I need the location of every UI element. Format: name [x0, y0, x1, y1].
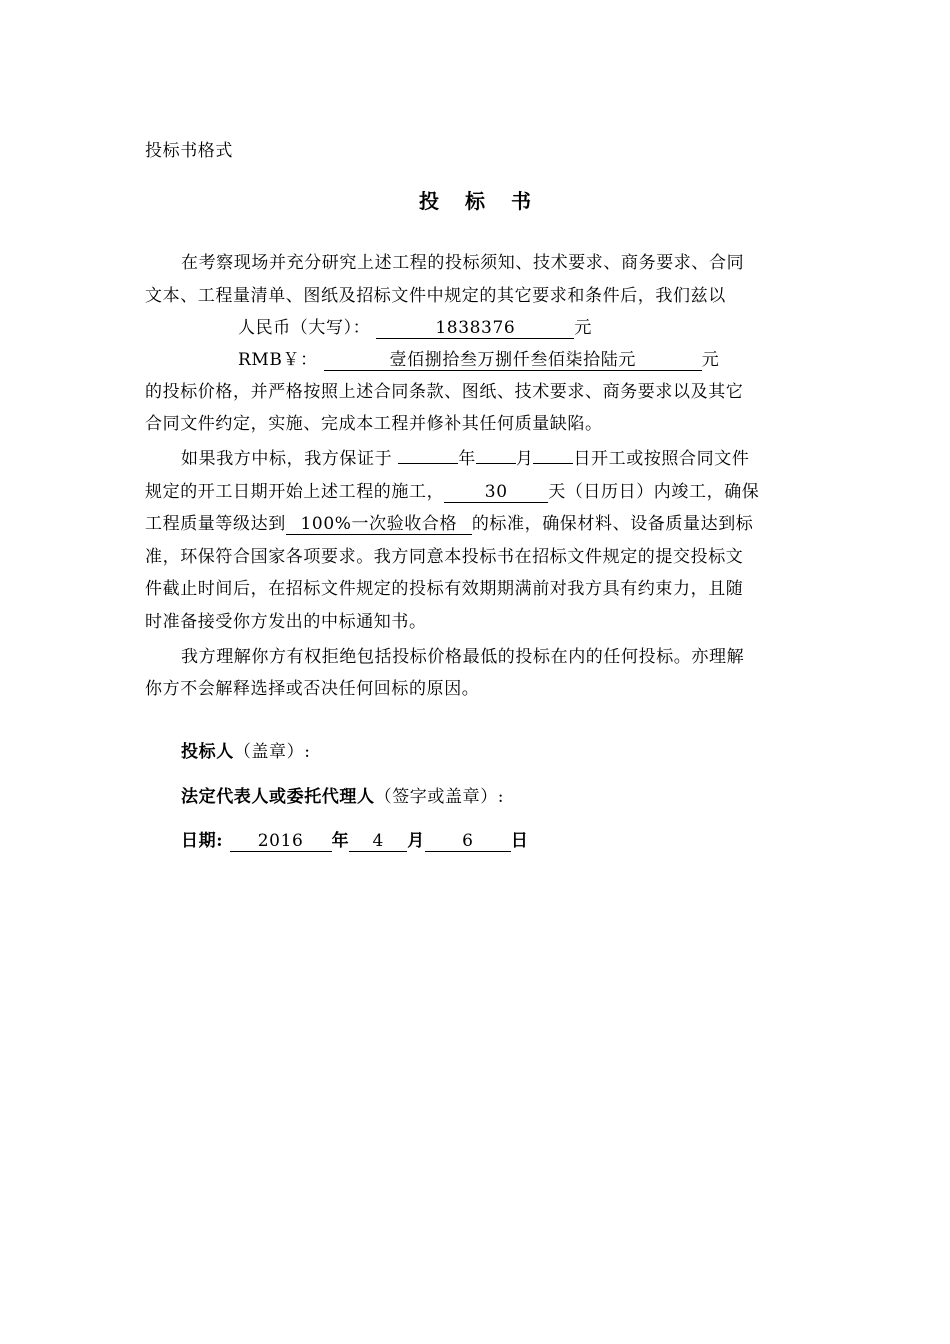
quality-level: 100%一次验收合格 — [286, 514, 472, 535]
paragraph-3-line-1 — [181, 448, 749, 470]
document-label: 投标书格式 — [145, 141, 233, 161]
date-label: 日期: — [181, 831, 224, 851]
start-month-blank — [476, 463, 516, 464]
paragraph-1-line-1: 在考察现场并充分研究上述工程的投标须知、技术要求、商务要求、合同 — [181, 253, 745, 273]
paragraph-3-line-5: 件截止时间后，在招标文件规定的投标有效期期满前对我方具有约束力，且随 — [145, 579, 744, 599]
bidder-seal-line — [181, 741, 311, 763]
date-year-char: 年 — [331, 831, 350, 851]
amount-upper-value: 1838376 — [376, 318, 574, 339]
month-char: 月 — [515, 449, 534, 469]
date-month-char: 月 — [407, 831, 425, 851]
date-day: 6 — [425, 831, 511, 852]
paragraph-3-line-6: 时准备接受你方发出的中标通知书。 — [145, 612, 427, 632]
amount-upper-label: 人民币（大写）： — [238, 318, 371, 338]
amount-rmb-unit: 元 — [701, 350, 720, 370]
paragraph-4-line-2: 你方不会解释选择或否决任何回标的原因。 — [145, 679, 480, 699]
date-year: 2016 — [230, 831, 332, 852]
start-year-blank — [398, 463, 458, 464]
amount-rmb-value: 壹佰捌拾叁万捌仟叁佰柒拾陆元 — [324, 350, 702, 371]
year-char: 年 — [458, 449, 476, 469]
date-day-char: 日 — [510, 831, 529, 851]
paragraph-3-line-4: 准，环保符合国家各项要求。我方同意本投标书在招标文件规定的提交投标文 — [145, 547, 744, 567]
amount-rmb-row — [238, 349, 719, 371]
amount-upper-unit: 元 — [574, 318, 592, 338]
title-char-3: 书 — [511, 189, 531, 213]
paragraph-1-line-2: 文本、工程量清单、图纸及招标文件中规定的其它要求和条件后，我们兹以 — [145, 286, 726, 306]
bidder-label-note: （盖章）: — [233, 742, 311, 762]
duration-prefix: 规定的开工日期开始上述工程的施工， — [145, 482, 445, 502]
representative-label-note: （签字或盖章）: — [374, 787, 505, 807]
quality-prefix: 工程质量等级达到 — [145, 514, 286, 534]
title-char-2: 标 — [465, 189, 485, 213]
duration-days: 30 — [444, 482, 548, 503]
duration-suffix: 天（日历日）内竣工，确保 — [548, 482, 760, 502]
amount-rmb-label: RMB￥： — [238, 350, 318, 370]
bidder-label: 投标人 — [181, 742, 234, 762]
paragraph-3-line-3 — [145, 513, 805, 535]
start-suffix: 日开工或按照合同文件 — [573, 449, 750, 469]
date-line — [181, 830, 528, 852]
paragraph-2-line-1: 的投标价格，并严格按照上述合同条款、图纸、技术要求、商务要求以及其它 — [145, 382, 744, 402]
date-month: 4 — [349, 831, 407, 852]
paragraph-4-line-1: 我方理解你方有权拒绝包括投标价格最低的投标在内的任何投标。亦理解 — [181, 647, 745, 667]
start-prefix: 如果我方中标，我方保证于 — [181, 449, 393, 469]
paragraph-2-line-2: 合同文件约定，实施、完成本工程并修补其任何质量缺陷。 — [145, 414, 603, 434]
title-char-1: 投 — [419, 189, 439, 213]
start-day-blank — [533, 463, 573, 464]
quality-suffix: 的标准，确保材料、设备质量达到标 — [471, 514, 754, 534]
representative-label: 法定代表人或委托代理人 — [181, 787, 375, 807]
amount-upper-row — [238, 317, 592, 339]
document-title — [0, 190, 950, 212]
paragraph-3-line-2 — [145, 481, 805, 503]
representative-line — [181, 786, 504, 808]
